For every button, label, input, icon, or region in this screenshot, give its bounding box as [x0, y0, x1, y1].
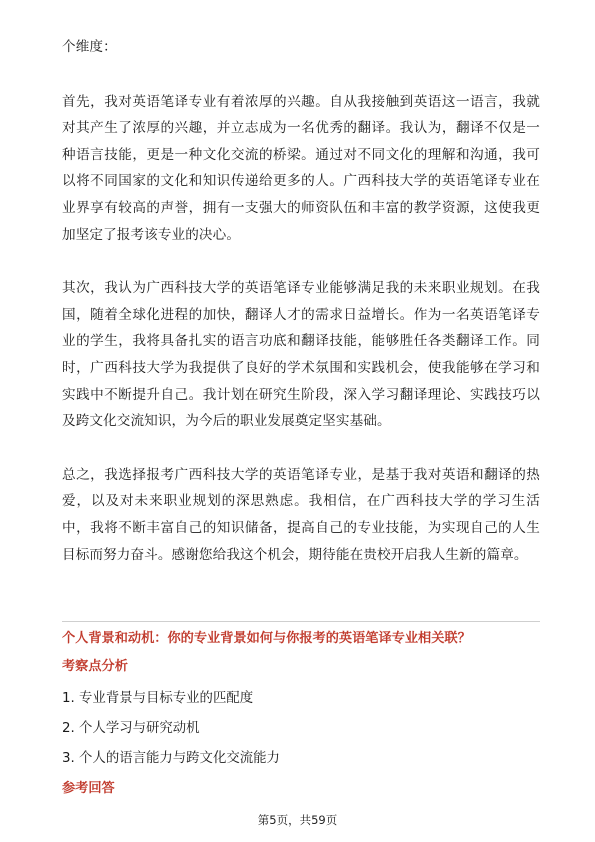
- analysis-points-list: [62, 684, 280, 774]
- list-item: 2. 个人学习与研究动机: [62, 721, 200, 736]
- paragraph-career: 其次，我认为广西科技大学的英语笔译专业能够满足我的未来职业规划。在我国，随着全球化进程的加快，翻译人才的需求日益增长。作为一名英语笔译专业的学生，我将具备扎实的语言功底和翻译技能，能够胜任各类翻译工作。同时，广西科技大学为我提供了良好的学术氛围和实践机会，使我能够在学习和实践中不断提升自己。我计划在研究生阶段，深入学习翻译理论、实践技巧以及跨文化交流知识，为今后的职业发展奠定坚实基础。: [62, 280, 540, 430]
- analysis-heading: 考察点分析: [62, 659, 128, 674]
- section-divider: [62, 621, 540, 622]
- essay-body: [62, 34, 540, 568]
- list-item: 3. 个人的语言能力与跨文化交流能力: [62, 751, 280, 766]
- answer-heading: 参考回答: [62, 781, 115, 796]
- intro-line: 个维度：: [62, 39, 117, 55]
- paragraph-interest: 首先，我对英语笔译专业有着浓厚的兴趣。自从我接触到英语这一语言，我就对其产生了浓厚的兴趣，并立志成为一名优秀的翻译。我认为，翻译不仅是一种语言技能，更是一种文化交流的桥梁。通过对不同文化的理解和沟通，我可以将不同国家的文化和知识传递给更多的人。广西科技大学的英语笔译专业在业界享有较高的声誉，拥有一支强大的师资队伍和丰富的教学资源，这使我更加坚定了报考该专业的决心。: [62, 93, 540, 243]
- list-item: 1. 专业背景与目标专业的匹配度: [62, 691, 254, 706]
- page-number: 第5页，共59页: [257, 813, 338, 827]
- question-title: 个人背景和动机：你的专业背景如何与你报考的英语笔译专业相关联？: [62, 631, 471, 646]
- paragraph-conclusion: 总之，我选择报考广西科技大学的英语笔译专业，是基于我对英语和翻译的热爱，以及对未来职业规划的深思熟虑。我相信，在广西科技大学的学习生活中，我将不断丰富自己的知识储备，提高自己的专业技能，为实现自己的人生目标而努力奋斗。感谢您给我这个机会，期待能在贵校开启我人生新的篇章。: [62, 466, 540, 563]
